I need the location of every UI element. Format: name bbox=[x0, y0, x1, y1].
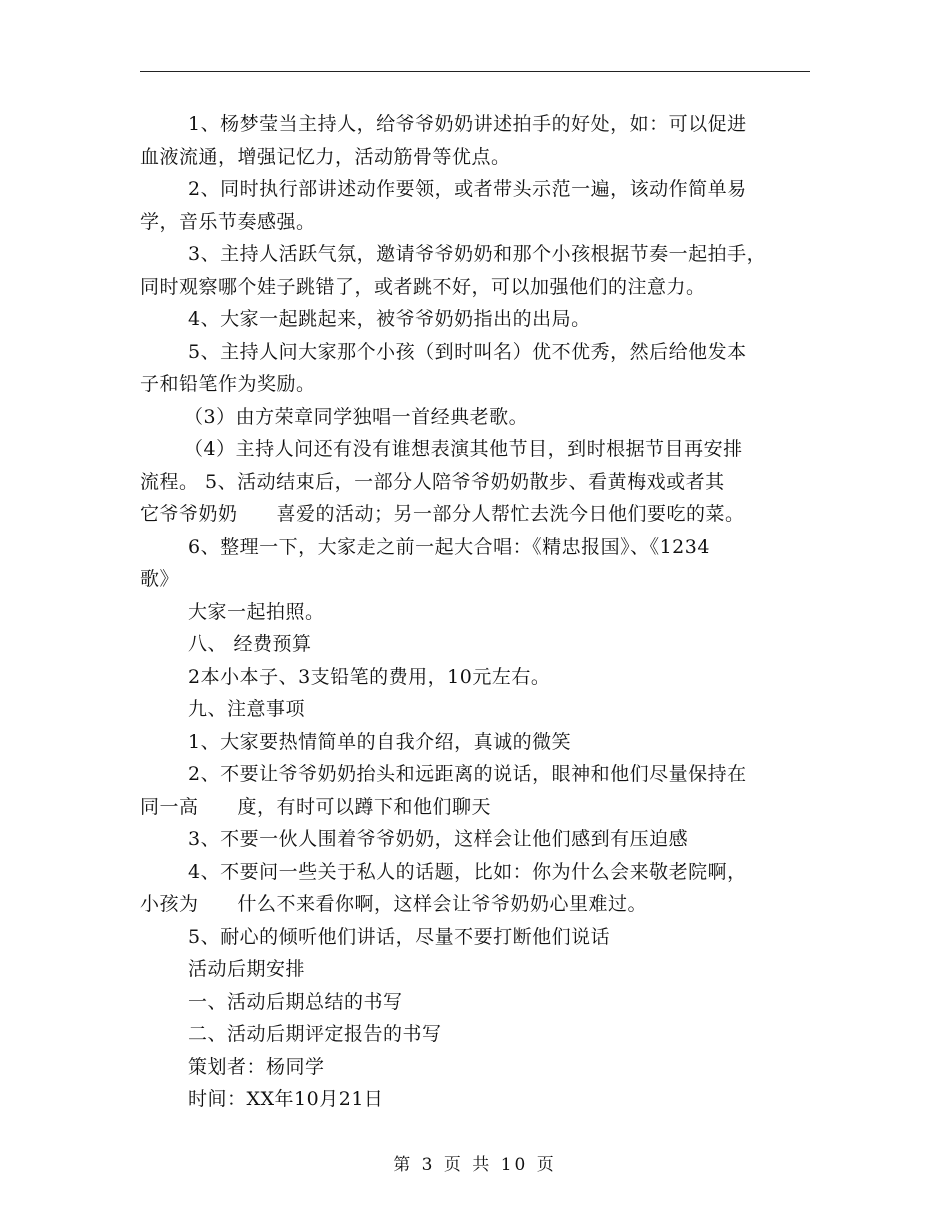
document-body bbox=[140, 108, 820, 1116]
paragraph bbox=[140, 823, 820, 856]
paragraph bbox=[140, 628, 820, 661]
header-rule bbox=[140, 71, 810, 72]
paragraph bbox=[140, 758, 820, 823]
paragraph-line: 策划者：杨同学 bbox=[188, 1055, 325, 1078]
paragraph bbox=[140, 531, 820, 596]
paragraph bbox=[140, 1051, 820, 1084]
paragraph-line: 3、主持人活跃气氛，邀请爷爷奶奶和那个小孩根据节奏一起拍手， bbox=[188, 243, 767, 265]
paragraph bbox=[140, 173, 820, 238]
paragraph-line: 3、不要一伙人围着爷爷奶奶，这样会让他们感到有压迫感 bbox=[188, 828, 689, 850]
paragraph-line: 4、不要问一些关于私人的话题，比如：你为什么会来敬老院啊， bbox=[188, 860, 747, 883]
paragraph bbox=[140, 596, 820, 629]
paragraph-line: 4、大家一起跳起来，被爷爷奶奶指出的出局。 bbox=[188, 308, 591, 330]
paragraph bbox=[140, 661, 820, 694]
paragraph bbox=[140, 238, 820, 303]
paragraph-line: 1、大家要热情简单的自我介绍，真诚的微笑 bbox=[188, 730, 572, 753]
paragraph bbox=[140, 986, 820, 1019]
paragraph-line: 5、主持人问大家那个小孩（到时叫名）优不优秀，然后给他发本 bbox=[188, 340, 747, 363]
paragraph bbox=[140, 401, 820, 434]
paragraph-line: （3）由方荣章同学独唱一首经典老歌。 bbox=[184, 405, 529, 428]
paragraph-line: （4）主持人问还有没有谁想表演其他节目，到时根据节目再安排 bbox=[184, 438, 743, 460]
paragraph-line: 一、活动后期总结的书写 bbox=[188, 990, 403, 1013]
paragraph-line: 2、不要让爷爷奶奶抬头和远距离的说话，眼神和他们尽量保持在 bbox=[188, 763, 747, 785]
paragraph bbox=[140, 108, 820, 173]
paragraph-line: 流程。 5、活动结束后，一部分人陪爷爷奶奶散步、看黄梅戏或者其 bbox=[140, 470, 725, 493]
paragraph-line: 学，音乐节奏感强。 bbox=[140, 210, 316, 233]
paragraph-line: 同时观察哪个娃子跳错了，或者跳不好，可以加强他们的注意力。 bbox=[140, 275, 706, 298]
paragraph-line: 大家一起拍照。 bbox=[188, 600, 325, 623]
paragraph-line: 它爷爷奶奶 喜爱的活动；另一部分人帮忙去洗今日他们要吃的菜。 bbox=[140, 503, 745, 525]
paragraph-line: 九、注意事项 bbox=[188, 698, 306, 720]
paragraph bbox=[140, 1083, 820, 1116]
paragraph-line: 2、同时执行部讲述动作要领，或者带头示范一遍，该动作简单易 bbox=[188, 178, 747, 200]
paragraph bbox=[140, 693, 820, 726]
paragraph-line: 2本小本子、3支铅笔的费用，10元左右。 bbox=[188, 665, 551, 688]
paragraph bbox=[140, 303, 820, 336]
paragraph bbox=[140, 953, 820, 986]
paragraph-line: 1、杨梦莹当主持人，给爷爷奶奶讲述拍手的好处，如：可以促进 bbox=[188, 113, 747, 135]
paragraph-line: 血液流通，增强记忆力，活动筋骨等优点。 bbox=[140, 145, 511, 168]
paragraph-line: 子和铅笔作为奖励。 bbox=[140, 373, 316, 395]
paragraph bbox=[140, 726, 820, 759]
paragraph bbox=[140, 921, 820, 954]
paragraph-line: 活动后期安排 bbox=[188, 958, 306, 980]
paragraph bbox=[140, 433, 820, 531]
paragraph-line: 歌》 bbox=[140, 568, 180, 590]
paragraph bbox=[140, 336, 820, 401]
paragraph-line: 八、 经费预算 bbox=[188, 633, 312, 655]
paragraph-line: 时间：XX年10月21日 bbox=[188, 1088, 384, 1110]
paragraph-line: 6、整理一下，大家走之前一起大合唱：《精忠报国》、《1234 bbox=[188, 535, 710, 558]
paragraph bbox=[140, 1018, 820, 1051]
paragraph-line: 二、活动后期评定报告的书写 bbox=[188, 1023, 442, 1045]
paragraph-line: 5、耐心的倾听他们讲话，尽量不要打断他们说话 bbox=[188, 925, 611, 948]
paragraph bbox=[140, 856, 820, 921]
paragraph-line: 小孩为 什么不来看你啊，这样会让爷爷奶奶心里难过。 bbox=[140, 893, 648, 915]
page-footer: 第 3 页 共 10 页 bbox=[393, 1155, 557, 1175]
paragraph-line: 同一高 度，有时可以蹲下和他们聊天 bbox=[140, 795, 492, 818]
